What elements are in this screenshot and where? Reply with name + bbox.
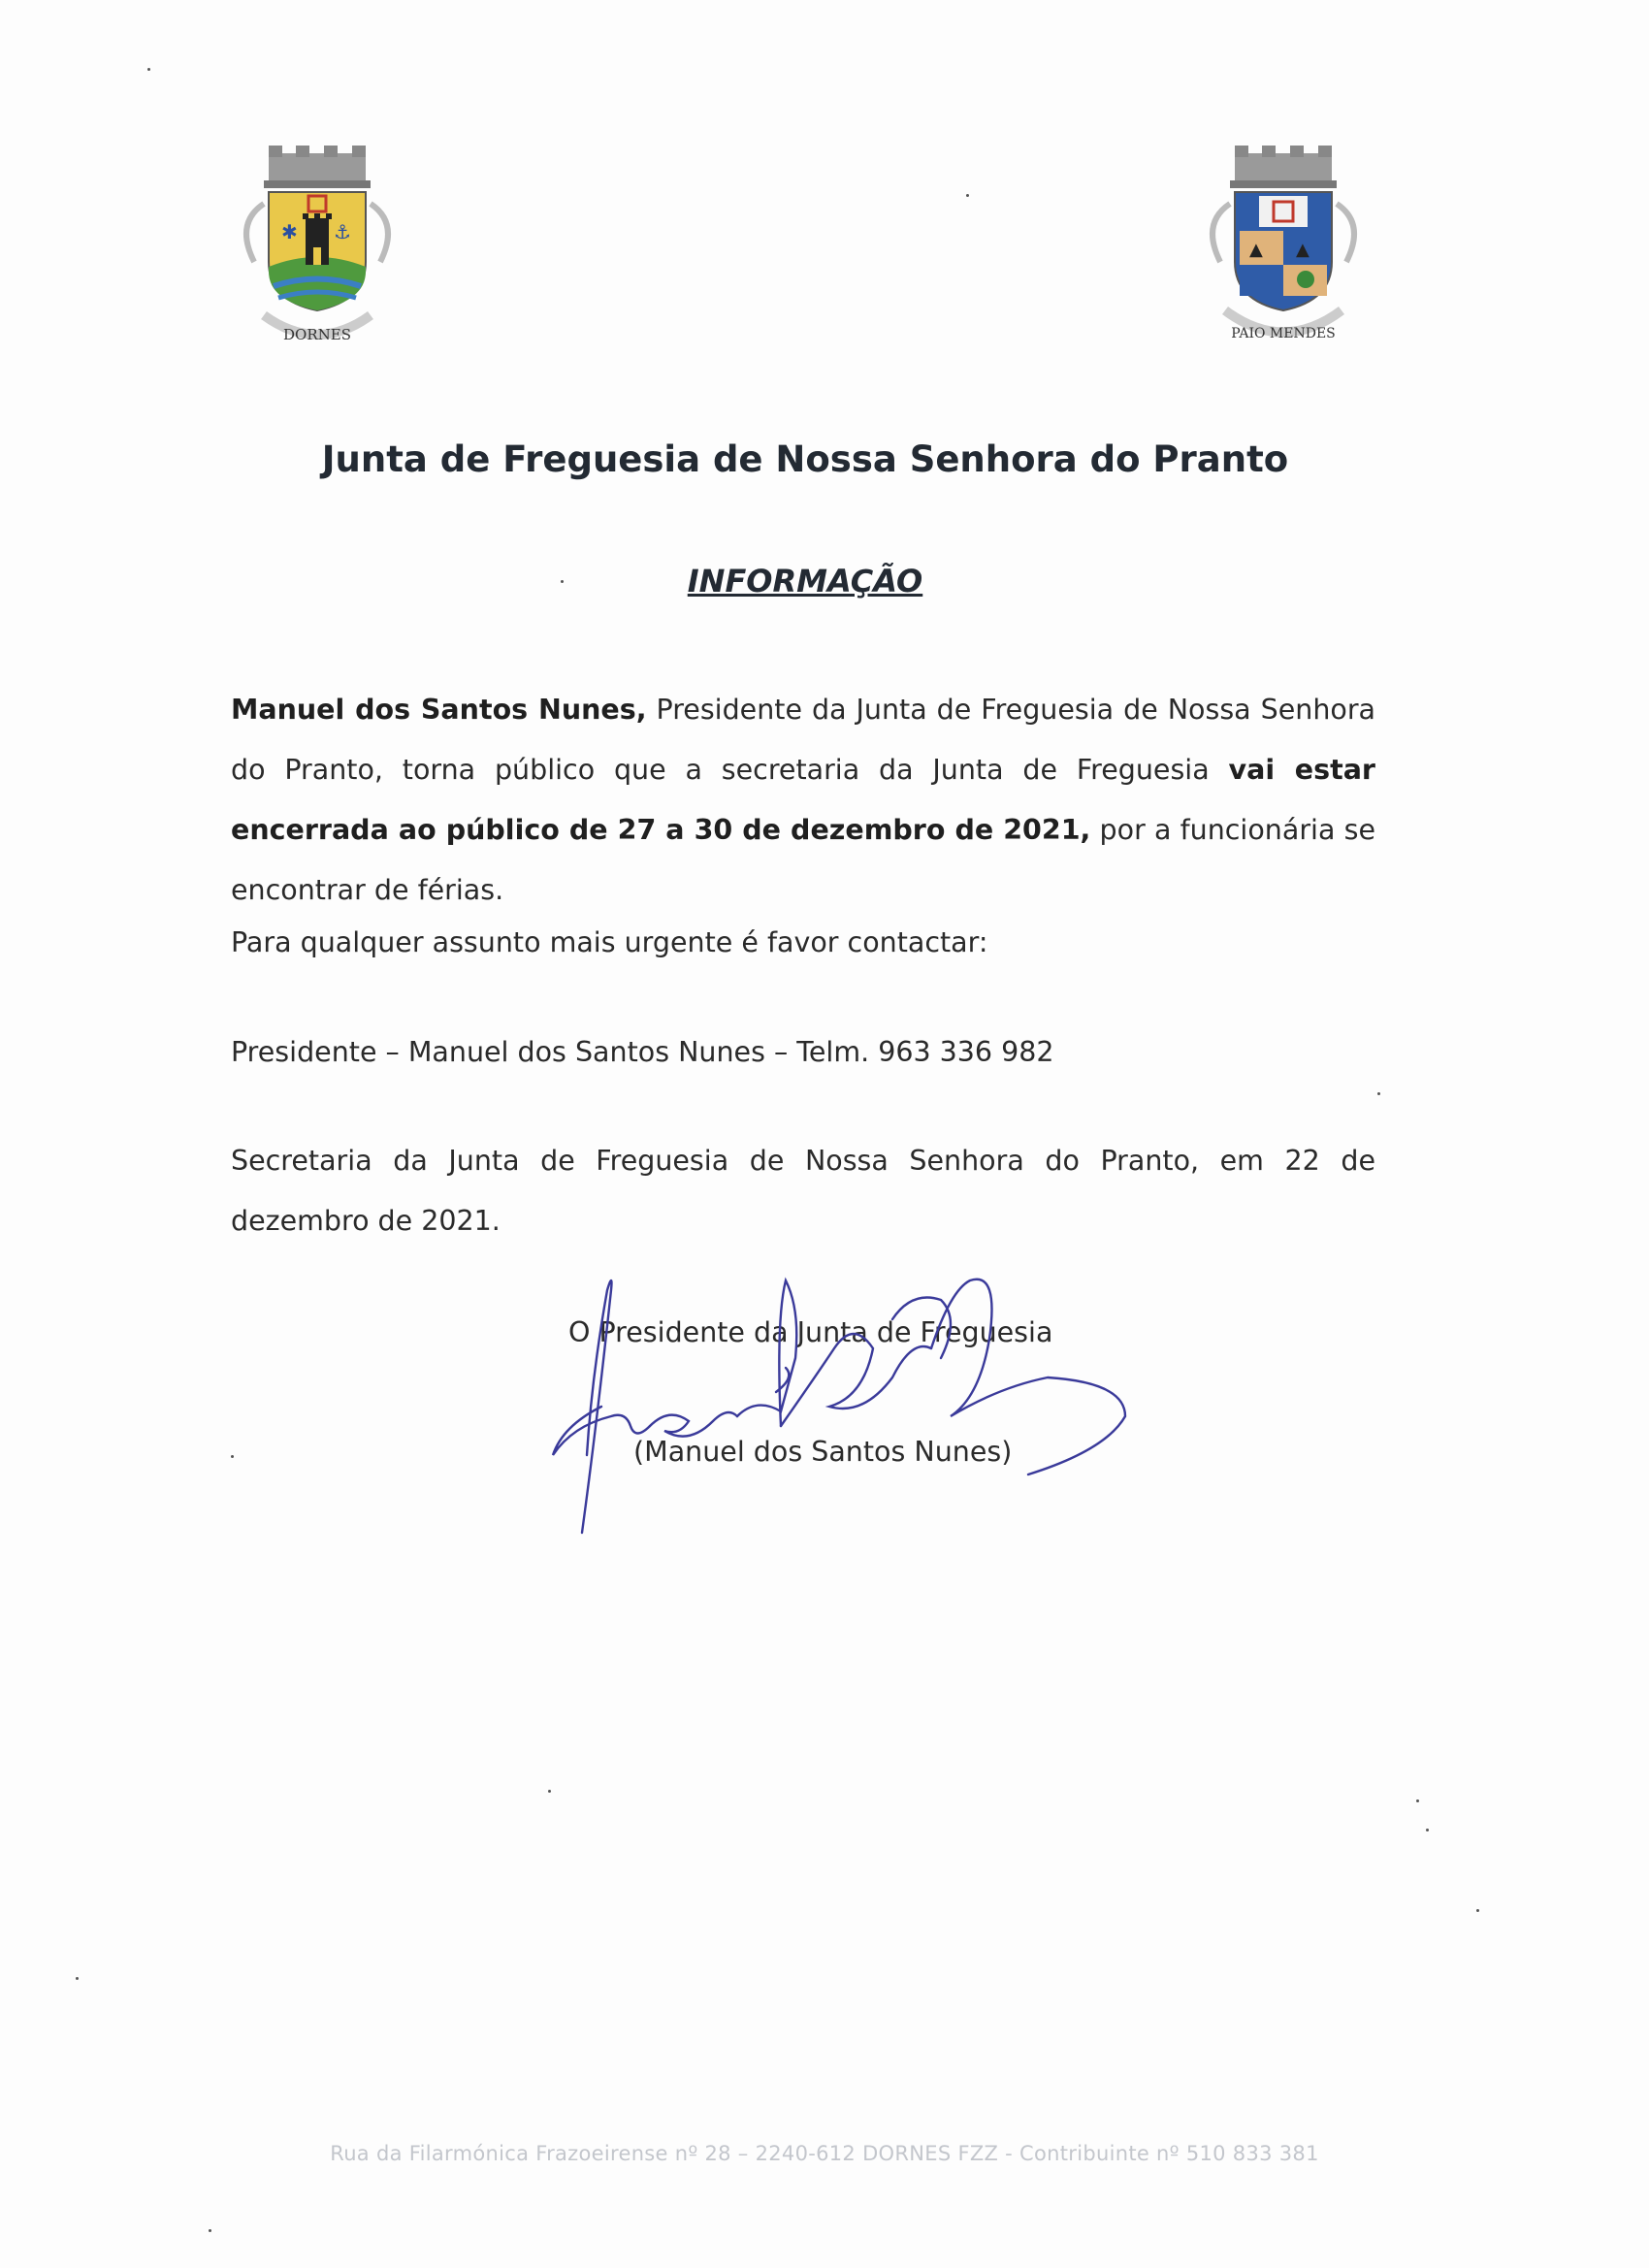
svg-text:▲: ▲ (1249, 240, 1263, 260)
scan-speck (561, 580, 564, 583)
closure-dates: vai estar encerrada ao público de 27 a 30 de dezembro de 2021, (231, 754, 1375, 846)
announcement-text-a: Presidente da Junta de Freguesia de Nossa Senhora do Pranto, torna público que a secretaria da Junta de Freguesia (231, 694, 1376, 786)
paio-mendes-coat-of-arms (1191, 146, 1375, 349)
contact-intro: Para qualquer assunto mais urgente é favor contactar: (231, 926, 988, 958)
scan-speck (1416, 1799, 1419, 1802)
contact-line: Presidente – Manuel dos Santos Nunes – Telm. 963 336 982 (231, 1036, 1054, 1068)
announcement-paragraph (231, 680, 1375, 921)
dateline: Secretaria da Junta de Freguesia de Nossa Senhora do Pranto, em 22 de dezembro de 2021. (231, 1145, 1375, 1237)
footer-address: Rua da Filarmónica Frazoeirense nº 28 – 2240-612 DORNES FZZ - Contribuinte nº 510 833 381 (330, 2142, 1319, 2165)
signatory-role: O Presidente da Junta de Freguesia (568, 1316, 1053, 1348)
scan-speck (966, 194, 969, 197)
scan-speck (209, 2229, 211, 2232)
svg-text:PAIO MENDES: PAIO MENDES (1231, 326, 1336, 341)
announcement-text-b: por a funcionária se encontrar de férias. (231, 814, 1375, 906)
document-subtitle: INFORMAÇÃO (687, 563, 923, 599)
paio-mendes-crest-icon (1191, 146, 1375, 349)
signature-icon (543, 1232, 1164, 1562)
scan-speck (147, 68, 150, 71)
scan-speck (231, 1455, 234, 1458)
scan-speck (548, 1790, 551, 1793)
signatory-name: (Manuel dos Santos Nunes) (633, 1436, 1013, 1468)
svg-text:⚓: ⚓ (334, 220, 351, 243)
scan-speck (76, 1977, 79, 1980)
svg-text:✱: ✱ (281, 220, 298, 243)
scan-speck (1377, 1092, 1380, 1095)
svg-text:DORNES: DORNES (283, 326, 351, 343)
svg-text:▲: ▲ (1296, 240, 1310, 260)
dornes-crest-icon (225, 146, 409, 349)
handwritten-signature (543, 1232, 1164, 1562)
scan-speck (1476, 1909, 1479, 1912)
dornes-coat-of-arms (225, 146, 409, 349)
president-name: Manuel dos Santos Nunes, (231, 694, 647, 726)
scan-speck (1426, 1829, 1429, 1831)
page-title: Junta de Freguesia de Nossa Senhora do Pranto (321, 438, 1289, 480)
